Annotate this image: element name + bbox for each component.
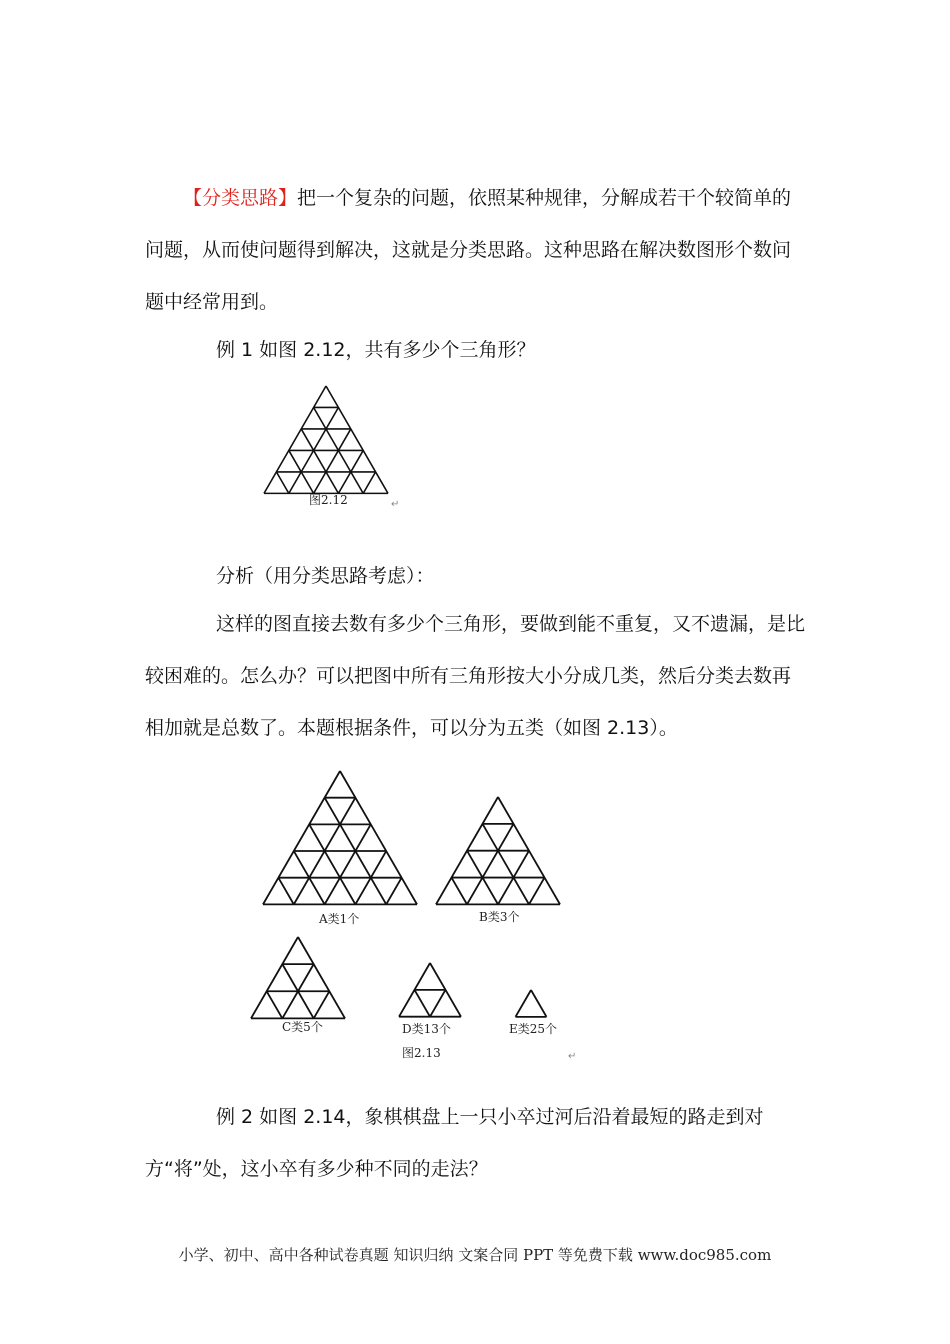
return-mark-2: ↵ [568, 1051, 577, 1062]
triangle-grid-a [263, 771, 417, 904]
figure-2-13 [250, 765, 590, 1065]
intro-paragraph [145, 172, 807, 328]
triangle-grid-c [251, 937, 345, 1018]
label-c: C类5个 [282, 1020, 323, 1034]
label-d: D类13个 [402, 1022, 451, 1036]
figure-2-12 [255, 382, 415, 512]
page-footer: 小学、初中、高中各种试卷真题 知识归纳 文案合同 PPT 等免费下载 www.doc985.com [178, 1246, 772, 1264]
analysis-heading: 分析（用分类思路考虑）： [216, 565, 435, 587]
intro-text: 把一个复杂的问题，依照某种规律，分解成若干个较简单的问题，从而使问题得到解决，这就是分类思路。这种思路在解决数图形个数问题中经常用到。 [145, 187, 792, 313]
figure-2-12-caption: 图2.12 [309, 493, 348, 507]
figure-2-13-caption: 图2.13 [402, 1046, 441, 1060]
label-a: A类1个 [319, 912, 360, 926]
triangle-grid-d [399, 963, 461, 1017]
intro-highlight: 【分类思路】 [183, 187, 298, 209]
label-e: E类25个 [509, 1022, 558, 1036]
triangle-grid-e [516, 990, 547, 1017]
label-b: B类3个 [479, 910, 520, 924]
example2-paragraph: 例 2 如图 2.14，象棋棋盘上一只小卒过河后沿着最短的路走到对方“将”处，这小卒有多少种不同的走法？ [145, 1106, 764, 1180]
example1-question: 例 1 如图 2.12，共有多少个三角形？ [216, 339, 536, 361]
analysis-paragraph: 这样的图直接去数有多少个三角形，要做到能不重复，又不遗漏，是比较困难的。怎么办？可以把图中所有三角形按大小分成几类，然后分类去数再相加就是总数了。本题根据条件，可以分为五类（如图 2.13）。 [145, 613, 806, 739]
triangle-grid-2-12 [264, 386, 388, 493]
return-mark-1: ↵ [391, 499, 400, 510]
triangle-grid-b [436, 797, 560, 904]
